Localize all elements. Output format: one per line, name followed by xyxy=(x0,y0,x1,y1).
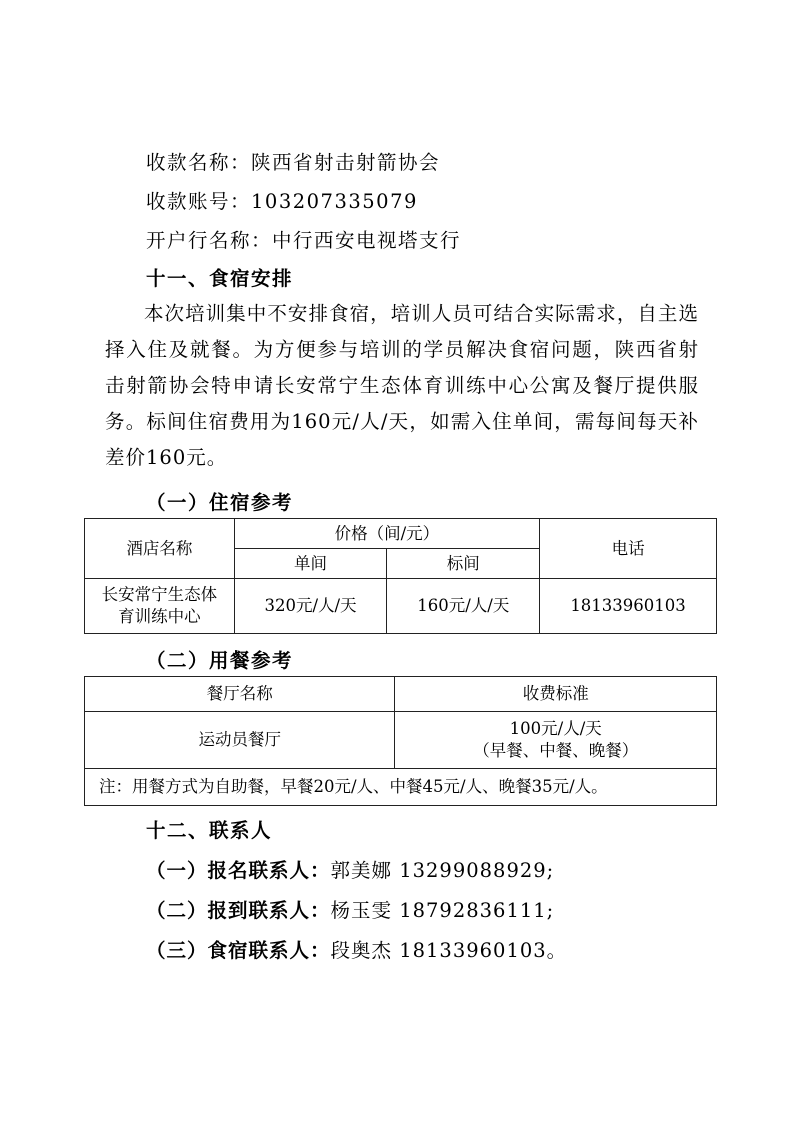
table-row xyxy=(85,769,717,806)
header-phone: 电话 xyxy=(540,519,717,579)
section-11-title: 十一、食宿安排 xyxy=(146,267,294,290)
contact-label: （一）报名联系人： xyxy=(146,859,331,882)
dining-table xyxy=(84,676,717,806)
table-row xyxy=(85,579,717,634)
header-fee: 收费标准 xyxy=(395,677,717,712)
header-restaurant: 餐厅名称 xyxy=(85,677,395,712)
contact-value: 段奥杰 18133960103。 xyxy=(330,939,568,962)
table-row xyxy=(85,677,717,712)
bank-name: 开户行名称：中行西安电视塔支行 xyxy=(146,229,462,252)
cell-restaurant: 运动员餐厅 xyxy=(85,712,395,769)
cell-fee xyxy=(395,712,717,769)
cell-hotel-name xyxy=(85,579,235,634)
dining-note: 注：用餐方式为自助餐，早餐20元/人、中餐45元/人、晚餐35元/人。 xyxy=(85,769,717,806)
contact-value: 郭美娜 13299088929; xyxy=(330,859,555,882)
header-price: 价格（间/元） xyxy=(234,519,539,549)
contact-label: （三）食宿联系人： xyxy=(146,939,331,962)
header-single: 单间 xyxy=(234,549,387,579)
table-row xyxy=(85,712,717,769)
section-11-paragraph: 本次培训集中不安排食宿，培训人员可结合实际需求，自主选择入住及就餐。为方便参与培训的学员解决食宿问题，陕西省射击射箭协会特申请长安常宁生态体育训练中心公寓及餐厅提供服务。标间住宿费用为160元/人/天，如需入住单间，需每间每天补差价160元。 xyxy=(105,302,699,469)
dining-title: （二）用餐参考 xyxy=(146,649,294,672)
payee-name: 收款名称：陕西省射击射箭协会 xyxy=(146,151,441,174)
section-12-title: 十二、联系人 xyxy=(146,819,273,842)
contact-value: 杨玉雯 18792836111; xyxy=(330,899,555,922)
hotel-name-line2: 育训练中心 xyxy=(118,607,201,626)
header-standard: 标间 xyxy=(387,549,540,579)
contact-label: （二）报到联系人： xyxy=(146,899,331,922)
header-hotel: 酒店名称 xyxy=(85,519,235,579)
fee-line2: （早餐、中餐、晚餐） xyxy=(473,741,639,760)
cell-phone: 18133960103 xyxy=(540,579,717,634)
lodging-table xyxy=(84,518,717,634)
fee-line1: 100元/人/天 xyxy=(509,719,602,738)
contact-registration xyxy=(146,858,554,884)
account-number: 收款账号：103207335079 xyxy=(146,190,418,213)
contact-lodging xyxy=(146,938,567,964)
table-row xyxy=(85,519,717,549)
cell-single-price: 320元/人/天 xyxy=(234,579,387,634)
lodging-title: （一）住宿参考 xyxy=(146,491,294,514)
cell-standard-price: 160元/人/天 xyxy=(387,579,540,634)
contact-checkin xyxy=(146,898,554,924)
hotel-name-line1: 长安常宁生态体 xyxy=(101,585,218,604)
